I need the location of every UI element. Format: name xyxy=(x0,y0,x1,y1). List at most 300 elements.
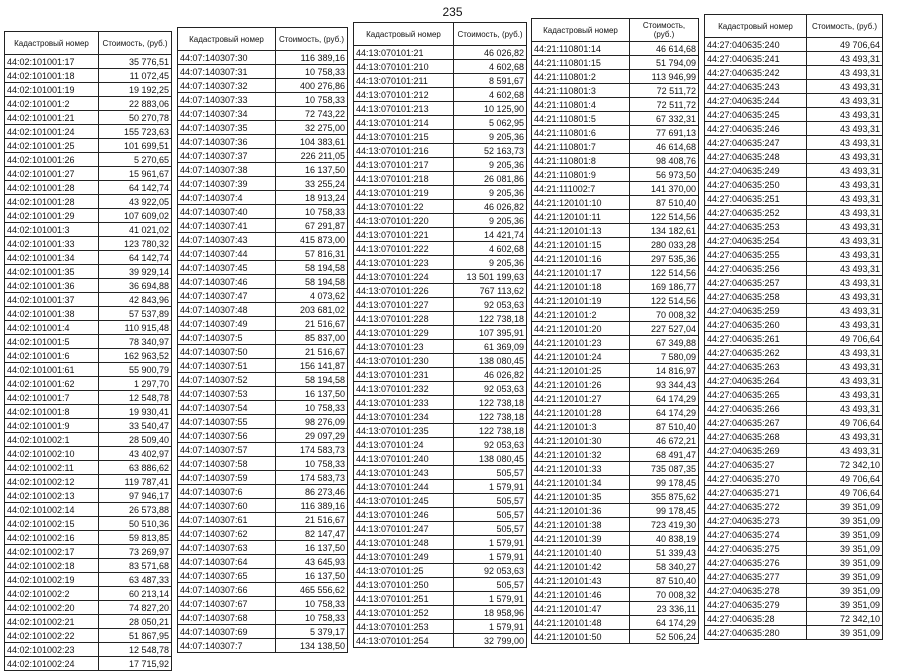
table-row xyxy=(532,546,699,560)
table-row xyxy=(5,83,172,97)
cost-cell: 43 493,31 xyxy=(807,276,883,290)
cadastral-number-cell: 44:27:040635:252 xyxy=(705,206,807,220)
cadastral-number-cell: 44:02:101001:2 xyxy=(5,97,99,111)
table-row xyxy=(5,307,172,321)
cost-cell: 5 379,17 xyxy=(276,625,348,639)
cadastral-number-cell: 44:07:140307:39 xyxy=(178,177,276,191)
cost-cell: 39 351,09 xyxy=(807,542,883,556)
cadastral-number-cell: 44:13:070101:23 xyxy=(354,340,454,354)
cadastral-number-cell: 44:02:101001:26 xyxy=(5,153,99,167)
cost-cell: 55 900,79 xyxy=(99,363,172,377)
cadastral-number-cell: 44:07:140307:55 xyxy=(178,415,276,429)
table-row xyxy=(532,350,699,364)
cadastral-number-cell: 44:27:040635:261 xyxy=(705,332,807,346)
table-row xyxy=(178,443,348,457)
table-row xyxy=(354,102,527,116)
cadastral-number-cell: 44:07:140307:37 xyxy=(178,149,276,163)
table-row xyxy=(354,592,527,606)
cost-cell: 14 421,74 xyxy=(454,228,527,242)
table-row xyxy=(178,219,348,233)
cadastral-number-cell: 44:27:040635:266 xyxy=(705,402,807,416)
cost-cell: 43 493,31 xyxy=(807,290,883,304)
table-row xyxy=(178,289,348,303)
table-row xyxy=(5,209,172,223)
table-row xyxy=(5,559,172,573)
cadastral-number-cell: 44:13:070101:248 xyxy=(354,536,454,550)
table-row xyxy=(5,643,172,657)
table-row xyxy=(532,560,699,574)
table-row xyxy=(354,144,527,158)
cadastral-number-cell: 44:07:140307:33 xyxy=(178,93,276,107)
cost-cell: 13 501 199,63 xyxy=(454,270,527,284)
cadastral-number-cell: 44:13:070101:210 xyxy=(354,60,454,74)
cost-cell: 43 493,31 xyxy=(807,178,883,192)
cost-cell: 18 958,96 xyxy=(454,606,527,620)
cost-cell: 73 269,97 xyxy=(99,545,172,559)
table-row xyxy=(705,52,883,66)
cadastral-number-cell: 44:21:120101:20 xyxy=(532,322,630,336)
table-row xyxy=(178,331,348,345)
cadastral-number-cell: 44:27:040635:248 xyxy=(705,150,807,164)
cadastral-number-cell: 44:21:120101:2 xyxy=(532,308,630,322)
cadastral-table-5 xyxy=(704,14,883,640)
table-row xyxy=(5,517,172,531)
cost-cell: 99 178,45 xyxy=(630,476,699,490)
header-cost: Стоимость, (руб.) xyxy=(807,15,883,38)
cadastral-number-cell: 44:27:040635:269 xyxy=(705,444,807,458)
table-row xyxy=(354,410,527,424)
table-row xyxy=(178,177,348,191)
cadastral-number-cell: 44:07:140307:44 xyxy=(178,247,276,261)
cost-cell: 43 493,31 xyxy=(807,262,883,276)
table-row xyxy=(705,584,883,598)
cost-cell: 49 706,64 xyxy=(807,486,883,500)
cost-cell: 119 787,41 xyxy=(99,475,172,489)
cadastral-number-cell: 44:27:040635:276 xyxy=(705,556,807,570)
cost-cell: 52 163,73 xyxy=(454,144,527,158)
table-row xyxy=(178,93,348,107)
table-row xyxy=(705,500,883,514)
cadastral-number-cell: 44:07:140307:61 xyxy=(178,513,276,527)
cost-cell: 70 008,32 xyxy=(630,308,699,322)
cadastral-number-cell: 44:07:140307:56 xyxy=(178,429,276,443)
header-cadastral-number: Кадастровый номер xyxy=(5,32,99,55)
cadastral-number-cell: 44:21:120101:30 xyxy=(532,434,630,448)
cadastral-number-cell: 44:02:101001:37 xyxy=(5,293,99,307)
cost-cell: 49 706,64 xyxy=(807,472,883,486)
cadastral-number-cell: 44:07:140307:54 xyxy=(178,401,276,415)
cost-cell: 10 758,33 xyxy=(276,457,348,471)
table-row xyxy=(705,374,883,388)
cadastral-number-cell: 44:02:101001:19 xyxy=(5,83,99,97)
cost-cell: 43 493,31 xyxy=(807,444,883,458)
cadastral-number-cell: 44:02:101002:15 xyxy=(5,517,99,531)
table-row xyxy=(354,88,527,102)
cost-cell: 33 540,47 xyxy=(99,419,172,433)
table-row xyxy=(178,303,348,317)
cadastral-number-cell: 44:02:101001:34 xyxy=(5,251,99,265)
cost-cell: 26 081,86 xyxy=(454,172,527,186)
table-row xyxy=(354,340,527,354)
cost-cell: 29 097,29 xyxy=(276,429,348,443)
cadastral-number-cell: 44:13:070101:218 xyxy=(354,172,454,186)
cadastral-number-cell: 44:27:040635:246 xyxy=(705,122,807,136)
table-row xyxy=(354,522,527,536)
cost-cell: 10 125,90 xyxy=(454,102,527,116)
cadastral-number-cell: 44:13:070101:240 xyxy=(354,452,454,466)
cadastral-number-cell: 44:02:101001:35 xyxy=(5,265,99,279)
cadastral-number-cell: 44:07:140307:65 xyxy=(178,569,276,583)
cost-cell: 12 548,78 xyxy=(99,391,172,405)
cadastral-number-cell: 44:07:140307:48 xyxy=(178,303,276,317)
cadastral-number-cell: 44:13:070101:230 xyxy=(354,354,454,368)
cost-cell: 19 192,25 xyxy=(99,83,172,97)
table-row xyxy=(705,570,883,584)
cadastral-number-cell: 44:02:101001:21 xyxy=(5,111,99,125)
cost-cell: 122 738,18 xyxy=(454,410,527,424)
cost-cell: 49 706,64 xyxy=(807,416,883,430)
table-row xyxy=(178,513,348,527)
table-row xyxy=(5,237,172,251)
cadastral-number-cell: 44:07:140307:52 xyxy=(178,373,276,387)
cost-cell: 169 186,77 xyxy=(630,280,699,294)
cadastral-number-cell: 44:02:101001:6 xyxy=(5,349,99,363)
cost-cell: 203 681,02 xyxy=(276,303,348,317)
cadastral-number-cell: 44:02:101002:23 xyxy=(5,643,99,657)
cost-cell: 28 509,40 xyxy=(99,433,172,447)
cadastral-number-cell: 44:21:120101:39 xyxy=(532,532,630,546)
cost-cell: 58 194,58 xyxy=(276,261,348,275)
cost-cell: 1 579,91 xyxy=(454,480,527,494)
cadastral-number-cell: 44:02:101001:28 xyxy=(5,195,99,209)
table-row xyxy=(532,406,699,420)
cadastral-number-cell: 44:02:101002:20 xyxy=(5,601,99,615)
table-row xyxy=(354,242,527,256)
table-row xyxy=(354,116,527,130)
table-row xyxy=(178,317,348,331)
table-row xyxy=(178,625,348,639)
cost-cell: 72 342,10 xyxy=(807,458,883,472)
cadastral-number-cell: 44:27:040635:28 xyxy=(705,612,807,626)
cost-cell: 43 922,05 xyxy=(99,195,172,209)
table-row xyxy=(5,475,172,489)
table-row xyxy=(178,135,348,149)
table-row xyxy=(5,447,172,461)
cadastral-number-cell: 44:21:120101:42 xyxy=(532,560,630,574)
table-row xyxy=(705,304,883,318)
cadastral-number-cell: 44:13:070101:226 xyxy=(354,284,454,298)
table-row xyxy=(178,107,348,121)
cost-cell: 32 275,00 xyxy=(276,121,348,135)
cadastral-number-cell: 44:07:140307:64 xyxy=(178,555,276,569)
cadastral-number-cell: 44:07:140307:40 xyxy=(178,205,276,219)
table-row xyxy=(354,354,527,368)
cost-cell: 98 276,09 xyxy=(276,415,348,429)
table-row xyxy=(705,164,883,178)
cadastral-number-cell: 44:02:101002:17 xyxy=(5,545,99,559)
cost-cell: 52 506,24 xyxy=(630,630,699,644)
cadastral-number-cell: 44:07:140307:57 xyxy=(178,443,276,457)
cadastral-number-cell: 44:27:040635:251 xyxy=(705,192,807,206)
table-row xyxy=(532,616,699,630)
table-row xyxy=(354,298,527,312)
cost-cell: 7 580,09 xyxy=(630,350,699,364)
table-row xyxy=(705,178,883,192)
cost-cell: 415 873,00 xyxy=(276,233,348,247)
table-row xyxy=(178,65,348,79)
table-row xyxy=(5,55,172,69)
cost-cell: 43 493,31 xyxy=(807,164,883,178)
table-row xyxy=(178,163,348,177)
cadastral-number-cell: 44:02:101001:62 xyxy=(5,377,99,391)
cadastral-number-cell: 44:02:101001:9 xyxy=(5,419,99,433)
cadastral-number-cell: 44:07:140307:31 xyxy=(178,65,276,79)
cost-cell: 46 026,82 xyxy=(454,200,527,214)
cost-cell: 58 194,58 xyxy=(276,373,348,387)
cadastral-number-cell: 44:27:040635:270 xyxy=(705,472,807,486)
table-row xyxy=(354,46,527,60)
cadastral-number-cell: 44:13:070101:215 xyxy=(354,130,454,144)
cadastral-number-cell: 44:21:120101:24 xyxy=(532,350,630,364)
table-row xyxy=(354,438,527,452)
cadastral-number-cell: 44:07:140307:4 xyxy=(178,191,276,205)
cost-cell: 39 351,09 xyxy=(807,626,883,640)
cadastral-number-cell: 44:13:070101:222 xyxy=(354,242,454,256)
cadastral-number-cell: 44:21:120101:13 xyxy=(532,224,630,238)
cadastral-number-cell: 44:13:070101:25 xyxy=(354,564,454,578)
cost-cell: 72 511,72 xyxy=(630,84,699,98)
cost-cell: 138 080,45 xyxy=(454,354,527,368)
table-row xyxy=(532,322,699,336)
table-row xyxy=(354,284,527,298)
cadastral-number-cell: 44:02:101002:13 xyxy=(5,489,99,503)
table-row xyxy=(178,499,348,513)
cadastral-number-cell: 44:07:140307:58 xyxy=(178,457,276,471)
cost-cell: 64 142,74 xyxy=(99,251,172,265)
cadastral-number-cell: 44:07:140307:35 xyxy=(178,121,276,135)
table-row xyxy=(5,265,172,279)
cost-cell: 41 021,02 xyxy=(99,223,172,237)
cost-cell: 16 137,50 xyxy=(276,541,348,555)
table-row xyxy=(705,136,883,150)
table-row xyxy=(5,181,172,195)
cadastral-number-cell: 44:13:070101:227 xyxy=(354,298,454,312)
cost-cell: 92 053,63 xyxy=(454,438,527,452)
table-row xyxy=(5,419,172,433)
cadastral-number-cell: 44:02:101002:21 xyxy=(5,615,99,629)
table-row xyxy=(705,290,883,304)
cost-cell: 85 837,00 xyxy=(276,331,348,345)
cadastral-number-cell: 44:02:101001:8 xyxy=(5,405,99,419)
cadastral-number-cell: 44:27:040635:268 xyxy=(705,430,807,444)
cost-cell: 43 493,31 xyxy=(807,430,883,444)
table-row xyxy=(354,494,527,508)
cost-cell: 87 510,40 xyxy=(630,574,699,588)
table-row xyxy=(178,429,348,443)
table-row xyxy=(705,220,883,234)
cadastral-number-cell: 44:02:101002:12 xyxy=(5,475,99,489)
cadastral-number-cell: 44:27:040635:265 xyxy=(705,388,807,402)
cost-cell: 67 349,88 xyxy=(630,336,699,350)
cadastral-number-cell: 44:13:070101:212 xyxy=(354,88,454,102)
cost-cell: 21 516,67 xyxy=(276,317,348,331)
cadastral-number-cell: 44:27:040635:258 xyxy=(705,290,807,304)
cost-cell: 4 073,62 xyxy=(276,289,348,303)
table-row xyxy=(5,139,172,153)
table-row xyxy=(178,555,348,569)
cost-cell: 51 867,95 xyxy=(99,629,172,643)
table-row xyxy=(705,556,883,570)
table-row xyxy=(178,261,348,275)
table-row xyxy=(5,545,172,559)
table-row xyxy=(354,452,527,466)
header-cost: Стоимость, (руб.) xyxy=(99,32,172,55)
cadastral-number-cell: 44:07:140307:43 xyxy=(178,233,276,247)
cost-cell: 72 511,72 xyxy=(630,98,699,112)
cadastral-number-cell: 44:07:140307:36 xyxy=(178,135,276,149)
table-row xyxy=(354,214,527,228)
cost-cell: 72 342,10 xyxy=(807,612,883,626)
table-row xyxy=(5,335,172,349)
cadastral-number-cell: 44:02:101001:29 xyxy=(5,209,99,223)
cadastral-number-cell: 44:21:111002:7 xyxy=(532,182,630,196)
table-row xyxy=(5,629,172,643)
table-row xyxy=(532,168,699,182)
cost-cell: 227 527,04 xyxy=(630,322,699,336)
cadastral-number-cell: 44:02:101001:28 xyxy=(5,181,99,195)
table-row xyxy=(5,97,172,111)
cost-cell: 49 706,64 xyxy=(807,38,883,52)
table-row xyxy=(5,321,172,335)
table-row xyxy=(5,489,172,503)
header-cadastral-number: Кадастровый номер xyxy=(532,19,630,42)
table-row xyxy=(5,349,172,363)
cadastral-number-cell: 44:21:120101:27 xyxy=(532,392,630,406)
table-row xyxy=(5,377,172,391)
table-row xyxy=(705,66,883,80)
table-row xyxy=(354,312,527,326)
table-row xyxy=(532,266,699,280)
cadastral-number-cell: 44:02:101001:25 xyxy=(5,139,99,153)
cadastral-number-cell: 44:13:070101:221 xyxy=(354,228,454,242)
table-row xyxy=(532,98,699,112)
cost-cell: 39 351,09 xyxy=(807,584,883,598)
table-row xyxy=(532,490,699,504)
table-row xyxy=(354,396,527,410)
table-row xyxy=(354,550,527,564)
cadastral-number-cell: 44:21:110801:9 xyxy=(532,168,630,182)
cost-cell: 141 370,00 xyxy=(630,182,699,196)
cadastral-number-cell: 44:02:101001:17 xyxy=(5,55,99,69)
cost-cell: 104 383,61 xyxy=(276,135,348,149)
table-row xyxy=(5,531,172,545)
table-row xyxy=(705,486,883,500)
table-row xyxy=(532,630,699,644)
cadastral-number-cell: 44:07:140307:59 xyxy=(178,471,276,485)
table-row xyxy=(532,42,699,56)
cost-cell: 49 706,64 xyxy=(807,332,883,346)
table-row xyxy=(354,270,527,284)
cost-cell: 400 276,86 xyxy=(276,79,348,93)
cost-cell: 46 614,68 xyxy=(630,140,699,154)
table-row xyxy=(532,182,699,196)
cost-cell: 43 493,31 xyxy=(807,108,883,122)
cadastral-number-cell: 44:27:040635:255 xyxy=(705,248,807,262)
table-row xyxy=(354,606,527,620)
cadastral-number-cell: 44:13:070101:217 xyxy=(354,158,454,172)
table-row xyxy=(5,657,172,671)
table-row xyxy=(5,391,172,405)
cost-cell: 16 137,50 xyxy=(276,387,348,401)
cost-cell: 9 205,36 xyxy=(454,214,527,228)
cost-cell: 56 973,50 xyxy=(630,168,699,182)
cadastral-number-cell: 44:02:101001:24 xyxy=(5,125,99,139)
cost-cell: 9 205,36 xyxy=(454,130,527,144)
cadastral-number-cell: 44:27:040635:257 xyxy=(705,276,807,290)
cadastral-number-cell: 44:27:040635:263 xyxy=(705,360,807,374)
cost-cell: 43 493,31 xyxy=(807,220,883,234)
table-row xyxy=(532,154,699,168)
cost-cell: 64 174,29 xyxy=(630,406,699,420)
table-row xyxy=(178,583,348,597)
table-row xyxy=(354,424,527,438)
cadastral-number-cell: 44:02:101001:18 xyxy=(5,69,99,83)
cost-cell: 43 493,31 xyxy=(807,136,883,150)
cost-cell: 18 913,24 xyxy=(276,191,348,205)
cadastral-number-cell: 44:07:140307:47 xyxy=(178,289,276,303)
table-row xyxy=(354,228,527,242)
table-row xyxy=(532,378,699,392)
cadastral-number-cell: 44:21:120101:19 xyxy=(532,294,630,308)
table-row xyxy=(178,639,348,653)
cost-cell: 122 514,56 xyxy=(630,210,699,224)
table-row xyxy=(705,234,883,248)
cost-cell: 43 493,31 xyxy=(807,304,883,318)
page-number: 235 xyxy=(442,5,463,19)
cadastral-number-cell: 44:21:120101:46 xyxy=(532,588,630,602)
cost-cell: 86 273,46 xyxy=(276,485,348,499)
table-row xyxy=(5,195,172,209)
cadastral-number-cell: 44:21:120101:36 xyxy=(532,504,630,518)
table-row xyxy=(354,172,527,186)
cadastral-number-cell: 44:21:120101:50 xyxy=(532,630,630,644)
table-row xyxy=(532,392,699,406)
cost-cell: 505,57 xyxy=(454,578,527,592)
cadastral-number-cell: 44:07:140307:41 xyxy=(178,219,276,233)
cadastral-number-cell: 44:13:070101:233 xyxy=(354,396,454,410)
cadastral-number-cell: 44:27:040635:274 xyxy=(705,528,807,542)
cost-cell: 15 961,67 xyxy=(99,167,172,181)
cadastral-number-cell: 44:21:110801:5 xyxy=(532,112,630,126)
cost-cell: 10 758,33 xyxy=(276,597,348,611)
cost-cell: 138 080,45 xyxy=(454,452,527,466)
table-row xyxy=(532,308,699,322)
table-row xyxy=(5,223,172,237)
cost-cell: 43 493,31 xyxy=(807,52,883,66)
cadastral-number-cell: 44:21:120101:40 xyxy=(532,546,630,560)
table-row xyxy=(532,294,699,308)
cadastral-number-cell: 44:07:140307:34 xyxy=(178,107,276,121)
table-row xyxy=(5,503,172,517)
cost-cell: 113 946,99 xyxy=(630,70,699,84)
table-row xyxy=(178,359,348,373)
table-row xyxy=(178,275,348,289)
cadastral-number-cell: 44:13:070101:251 xyxy=(354,592,454,606)
cadastral-number-cell: 44:21:120101:34 xyxy=(532,476,630,490)
cost-cell: 39 351,09 xyxy=(807,528,883,542)
cadastral-number-cell: 44:07:140307:68 xyxy=(178,611,276,625)
cadastral-number-cell: 44:02:101001:36 xyxy=(5,279,99,293)
